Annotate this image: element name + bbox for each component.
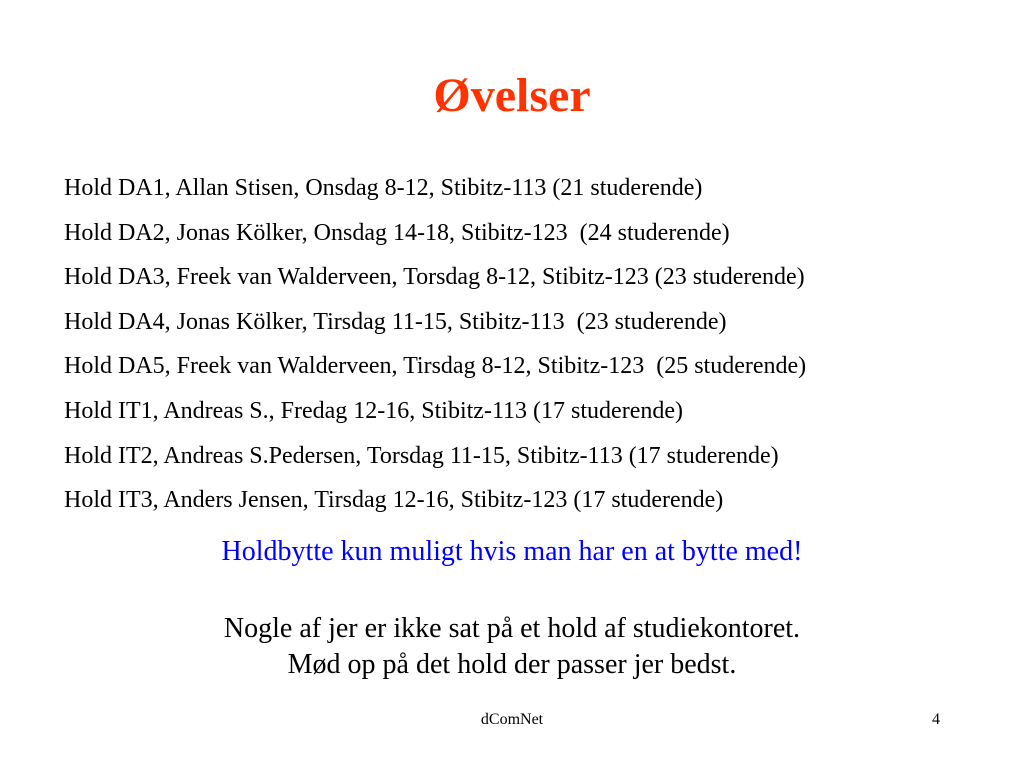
exercise-schedule-list [64,166,806,523]
note-line: Mød op på det hold der passer jer bedst. [287,649,737,680]
schedule-item: Hold IT3, Anders Jensen, Tirsdag 12-16, Stibitz-123 (17 studerende) [64,487,724,514]
schedule-item: Hold DA3, Freek van Walderveen, Torsdag 8-12, Stibitz-123 (23 studerende) [64,264,805,291]
schedule-item: Hold DA4, Jonas Kölker, Tirsdag 11-15, Stibitz-113 (23 studerende) [64,308,727,335]
page-number: 4 [932,711,940,728]
note-line: Nogle af jer er ikke sat på et hold af studiekontoret. [223,613,801,644]
group-swap-notice: Holdbytte kun muligt hvis man har en at bytte med! [221,536,803,567]
schedule-item: Hold DA5, Freek van Walderveen, Tirsdag 8-12, Stibitz-123 (25 studerende) [64,353,807,380]
schedule-item: Hold DA2, Jonas Kölker, Onsdag 14-18, Stibitz-123 (24 studerende) [64,219,730,246]
slide-title: Øvelser [433,69,591,122]
schedule-item: Hold IT1, Andreas S., Fredag 12-16, Stibitz-113 (17 studerende) [64,397,683,424]
footer-course-name: dComNet [480,711,544,728]
schedule-item: Hold DA1, Allan Stisen, Onsdag 8-12, Stibitz-113 (21 studerende) [64,175,703,201]
schedule-item: Hold IT2, Andreas S.Pedersen, Torsdag 11-15, Stibitz-113 (17 studerende) [64,442,779,469]
